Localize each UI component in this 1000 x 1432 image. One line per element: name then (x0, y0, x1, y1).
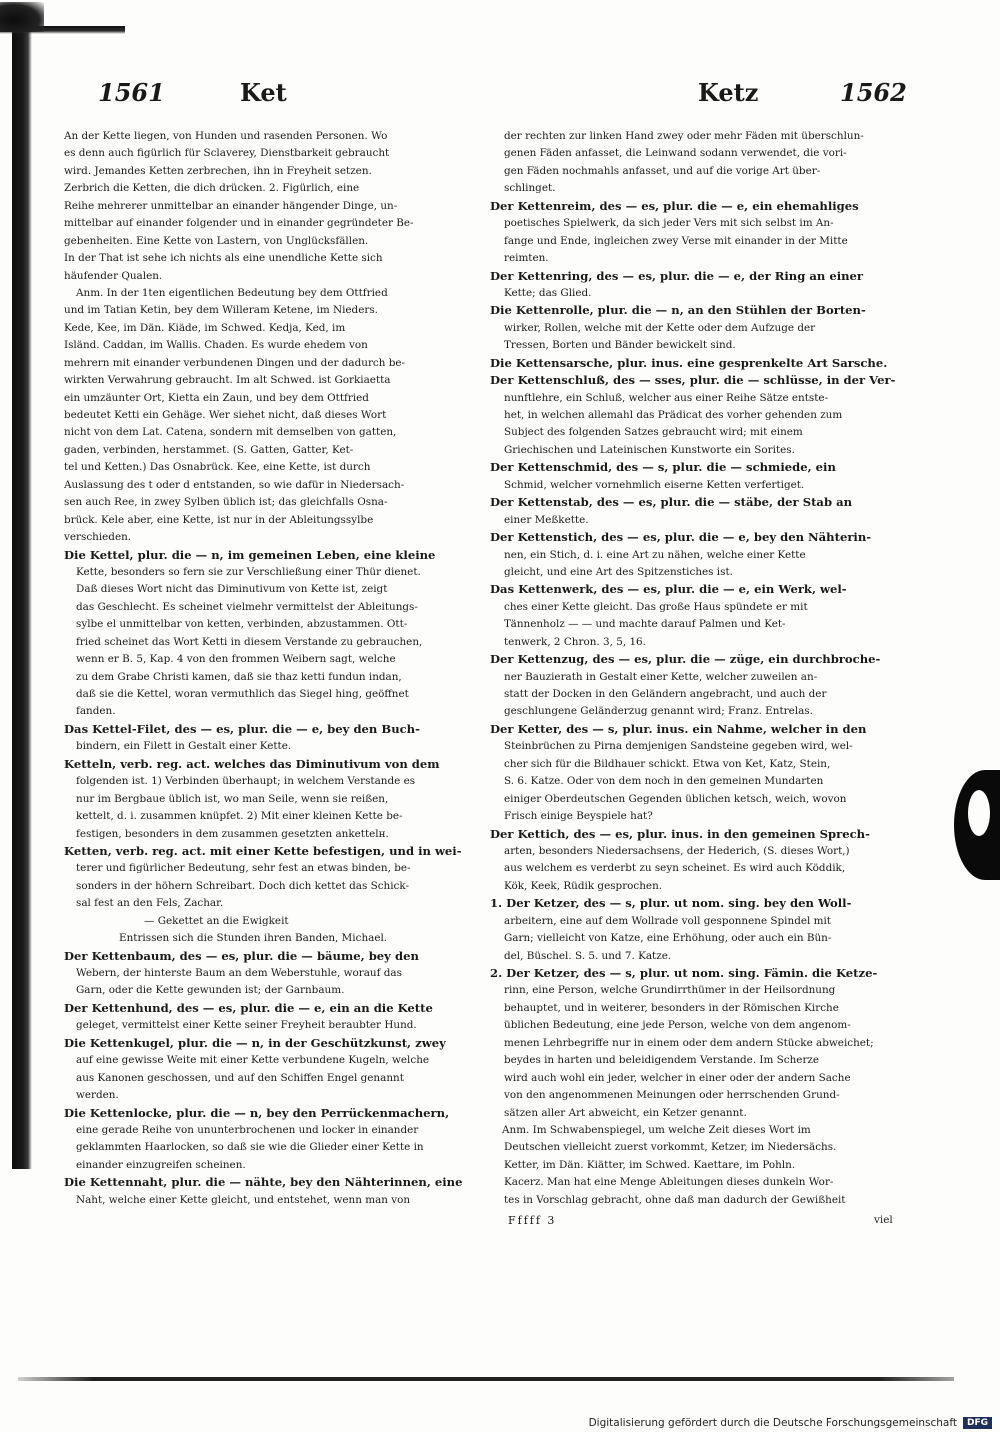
text-line: Tressen, Borten und Bänder bewickelt sind. (504, 339, 736, 352)
lemma: Der Kettenring, des — es, plur. die — e, der Ring an einer (490, 268, 864, 283)
text-line: fanden. (76, 705, 116, 718)
lemma: Der Kettenschmid, des — s, plur. die — schmiede, ein (490, 460, 836, 475)
text-line: von den angenommenen Meinungen oder herrschenden Grund- (504, 1089, 840, 1102)
text-line: tes in Vorschlag gebracht, ohne daß man dadurch der Gewißheit (504, 1193, 846, 1206)
signature-mark: Fffff 3 (508, 1214, 557, 1227)
running-head-right: Ketz (698, 78, 759, 107)
text-line: verschieden. (64, 531, 132, 544)
text-line: Ketter, im Dän. Kiätter, im Schwed. Kaettare, im Pohln. (504, 1158, 796, 1171)
text-line: sätzen aller Art abweicht, ein Ketzer genannt. (504, 1106, 747, 1119)
lemma: Der Kettenschluß, des — sses, plur. die — schlüsse, in der Ver- (490, 373, 896, 388)
text-line: arten, besonders Niedersachsens, der Hederich, (S. dieses Wort,) (504, 844, 850, 857)
entry-headline (490, 651, 922, 668)
footer-credit: Digitalisierung gefördert durch die Deutsche Forschungsgemeinschaft (588, 1417, 957, 1429)
entry-headline (64, 721, 482, 738)
text-line: geleget, vermittelst einer Kette seiner Freyheit beraubter Hund. (76, 1019, 417, 1032)
entry-headline (64, 1105, 482, 1122)
text-line: tel und Ketten.) Das Osnabrück. Kee, eine Kette, ist durch (64, 461, 371, 474)
text-line: Anm. Im Schwabenspiegel, um welche Zeit dieses Wort im (502, 1123, 811, 1136)
lemma: Der Kettenstab, des — es, plur. die — stäbe, der Stab an (490, 495, 853, 510)
text-line: wenn er B. 5, Kap. 4 von den frommen Weibern sagt, welche (76, 653, 396, 666)
text-line: nunftlehre, ein Schluß, welcher aus einer Reihe Sätze entste- (504, 391, 829, 404)
entry-headline (490, 826, 922, 843)
text-line: mehrern mit einander verbundenen Dingen und der dadurch be- (64, 356, 406, 369)
lemma: Die Kettensarsche, plur. inus. eine gesprenkelte Art Sarsche. (490, 355, 888, 370)
text-line: einer Meßkette. (504, 513, 589, 526)
text-line: aus Kanonen geschossen, und auf den Schiffen Engel genannt (76, 1071, 404, 1084)
text-line: wird. Jemandes Ketten zerbrechen, ihn in Freyheit setzen. (64, 164, 372, 177)
text-line: auf eine gewisse Weite mit einer Kette verbundene Kugeln, welche (76, 1054, 430, 1067)
text-line: ner Bauzierath in Gestalt einer Kette, welcher zuweilen an- (504, 670, 818, 683)
text-line: folgenden ist. 1) Verbinden überhaupt; in welchem Verstande es (76, 775, 416, 788)
text-line: Schmid, welcher vornehmlich eiserne Ketten verfertiget. (504, 478, 805, 491)
text-line: S. 6. Katze. Oder von dem noch in den gemeinen Mundarten (504, 775, 824, 788)
lemma: Die Kettenkugel, plur. die — n, in der Geschützkunst, zwey (64, 1035, 446, 1050)
text-line: nen, ein Stich, d. i. eine Art zu nähen, welche einer Kette (504, 548, 806, 561)
page-number-right: 1562 (840, 78, 907, 107)
text-line: wird auch wohl ein jeder, welcher in einer oder der andern Sache (504, 1071, 851, 1084)
text-line: festigen, besonders in dem zusammen gesetzten ankettelн. (76, 827, 389, 840)
entry-headline (490, 895, 922, 912)
lemma: Die Kettenrolle, plur. die — n, an den Stühlen der Borten- (490, 303, 866, 318)
text-line: Naht, welche einer Kette gleicht, und entstehet, wenn man von (76, 1193, 411, 1206)
text-line: fried scheinet das Wort Ketti in diesem Verstande zu gebrauchen, (76, 635, 423, 648)
text-line: fange und Ende, ingleichen zwey Verse mit einander in der Mitte (504, 234, 848, 247)
entry-headline (64, 1174, 482, 1191)
text-line: Griechischen und Lateinischen Kunstworte ein Sorites. (504, 443, 795, 456)
text-line: Garn, oder die Kette gewunden ist; der Garnbaum. (76, 984, 345, 997)
text-line: das Geschlecht. Es scheinet vielmehr vermittelst der Ableitungs- (76, 600, 418, 613)
text-line: Auslassung des t oder d entstanden, so wie dafür in Niedersach- (64, 478, 405, 491)
entry-headline (490, 302, 922, 319)
text-line: geklammten Haarlocken, so daß sie wie die Glieder einer Kette in (76, 1141, 424, 1154)
text-line: gen Fäden nochmahls anfasset, und auf die vorige Art über- (504, 164, 821, 177)
text-line: Kök, Keek, Rüdik gesprochen. (504, 879, 663, 892)
text-line: sonders in der höhern Schreibart. Doch dich kettet das Schick- (76, 879, 409, 892)
entry-headline (490, 355, 922, 372)
text-line: und im Tatian Ketin, bey dem Willeram Ketene, im Nieders. (64, 304, 378, 317)
entry-headline (64, 1000, 482, 1017)
text-line: aus welchem es verderbt zu seyn scheinet. Es wird auch Köddik, (504, 862, 846, 875)
running-head-left: Ket (240, 78, 287, 107)
text-line: wirker, Rollen, welche mit der Kette oder dem Aufzuge der (504, 321, 816, 334)
lemma: 1. Der Ketzer, des — s, plur. ut nom. sing. bey den Woll- (490, 896, 852, 911)
text-line: bindern, ein Filett in Gestalt einer Kette. (76, 740, 292, 753)
text-line: gaden, verbinden, herstammet. (S. Gatten, Gatter, Ket- (64, 443, 354, 456)
entry-headline (490, 965, 922, 982)
text-line: es denn auch figürlich für Sclaverey, Dienstbarkeit gebraucht (64, 147, 390, 160)
text-line: sylbe el unmittelbar von ketten, verbinden, abzustammen. Ott- (76, 618, 408, 631)
catchword: viel (874, 1214, 893, 1226)
text-line: schlinget. (504, 182, 556, 195)
text-line: gebenheiten. Eine Kette von Lastern, von Unglücksfällen. (64, 234, 369, 247)
text-line: daß sie die Kettel, woran vermuthlich das Siegel hing, geöffnet (76, 688, 409, 700)
lemma: 2. Der Ketzer, des — s, plur. ut nom. sing. Fämin. die Ketze- (490, 966, 878, 980)
text-line: der rechten zur linken Hand zwey oder mehr Fäden mit überschlun- (504, 130, 864, 142)
lemma: Der Kettenbaum, des — es, plur. die — bäume, bey den (64, 948, 419, 963)
text-line: Kede, Kee, im Dän. Kiäde, im Schwed. Kedja, Ked, im (64, 321, 346, 334)
lemma: Die Kettenlocke, plur. die — n, bey den Perrückenmachern, (64, 1105, 450, 1120)
text-line: zu dem Grabe Christi kamen, daß sie thaz ketti fundun indan, (76, 670, 402, 683)
text-line: einiger Oberdeutschen Gegenden üblichen ketsch, weich, wovon (504, 792, 847, 805)
text-line: genen Fäden anfasset, die Leinwand sodann verwendet, die vori- (504, 147, 847, 160)
text-line: statt der Docken in den Geländern angebracht, und auch der (504, 688, 827, 700)
text-line: Steinbrüchen zu Pirna demjenigen Sandsteine gegeben wird, wel- (504, 740, 853, 753)
text-line: tenwerk, 2 Chron. 3, 5, 16. (504, 635, 646, 648)
text-line: einander einzugreifen scheinen. (76, 1158, 246, 1171)
text-line: gleicht, und eine Art des Spitzenstiches ist. (504, 565, 733, 578)
lemma: Das Kettenwerk, des — es, plur. die — e, ein Werk, wel- (490, 582, 847, 597)
text-line: — Gekettet an die Ewigkeit (144, 914, 289, 927)
text-line: geschlungene Geländerzug genannt wird; Franz. Entrelas. (504, 705, 813, 718)
text-line: nicht von dem Lat. Catena, sondern mit demselben von gatten, (64, 426, 397, 439)
text-line: beydes in harten und beleidigendem Verstande. Im Scherze (504, 1054, 820, 1067)
entry-headline (64, 1035, 482, 1052)
text-line: Deutschen vielleicht zuerst vorkommt, Ketzer, im Niedersächs. (504, 1141, 837, 1154)
lemma: Der Kettenzug, des — es, plur. die — züge, ein durchbroche- (490, 652, 881, 667)
text-line: het, in welchen allemahl das Prädicat des vorher gehenden zum (504, 409, 843, 421)
text-line: In der That ist sehe ich nichts als eine unendliche Kette sich (64, 252, 383, 265)
binding-corner (0, 2, 44, 32)
text-line: brück. Kele aber, eine Kette, ist nur in der Ableitungssylbe (64, 513, 374, 526)
entry-headline (490, 581, 922, 598)
entry-headline (64, 756, 482, 773)
text-line: Frisch einige Beyspiele hat? (504, 810, 653, 823)
text-line: mittelbar auf einander folgender und in einander gegründeter Be- (64, 217, 414, 230)
text-line: behauptet, und in weiterer, besonders in der Römischen Kirche (504, 1001, 839, 1014)
text-line: Garn; vielleicht von Katze, eine Erhöhung, oder auch ein Bün- (504, 932, 832, 945)
text-line: menen Lehrbegriffe nur in einem oder dem andern Stücke abweichet; (504, 1036, 874, 1049)
lemma: Die Kettel, plur. die — n, im gemeinen Leben, eine kleine (64, 547, 436, 562)
text-line: sen auch Ree, in zwey Sylben üblich ist; das gleichfalls Osna- (64, 496, 388, 509)
page-number-left: 1561 (98, 78, 165, 107)
page-header (0, 78, 1000, 116)
text-line: ein umzäunter Ort, Kietta ein Zaun, und bey dem Ottfried (64, 391, 369, 404)
text-line: Daß dieses Wort nicht das Diminutivum von Kette ist, zeigt (76, 583, 388, 596)
page-edge-blot (954, 770, 1000, 880)
text-line: Isländ. Caddan, im Wallis. Chaden. Es wurde ehedem von (64, 339, 368, 352)
text-line: Subject des folgenden Satzes gebraucht wird; mit einem (504, 426, 803, 439)
entry-headline (490, 372, 922, 389)
text-line: Anm. In der 1ten eigentlichen Bedeutung bey dem Ottfried (76, 286, 388, 299)
text-line: nur im Bergbaue üblich ist, wo man Seile, wenn sie reißen, (76, 792, 389, 805)
text-line: sal fest an den Fels, Zachar. (76, 897, 224, 910)
entry-headline (490, 268, 922, 285)
lemma: Die Kettennaht, plur. die — nähte, bey den Nähterinnen, eine (64, 1175, 463, 1190)
text-line: häufender Qualen. (64, 269, 163, 282)
text-line: Kette; das Glied. (504, 286, 592, 299)
text-line: bedeutet Ketti ein Gehäge. Wer siehet nicht, daß dieses Wort (64, 409, 387, 421)
text-line: Entrissen sich die Stunden ihren Banden, Michael. (119, 932, 388, 945)
text-column-right (490, 128, 922, 1209)
text-line: Zerbrich die Ketten, die dich drücken. 2. Figürlich, eine (64, 182, 360, 195)
text-line: üblichen Bedeutung, eine jede Person, welche von dem angenom- (504, 1019, 851, 1032)
lemma: Das Kettel-Filet, des — es, plur. die — e, bey den Buch- (64, 721, 420, 736)
entry-headline (64, 547, 482, 564)
lemma: Ketteln, verb. reg. act. welches das Diminutivum von dem (64, 756, 440, 771)
dfg-logo: DFG (963, 1417, 992, 1429)
digitization-footer (589, 1417, 992, 1429)
lemma: Der Kettenhund, des — es, plur. die — e, ein an die Kette (64, 1000, 433, 1015)
entry-headline (490, 494, 922, 511)
lemma: Der Ketter, des — s, plur. inus. ein Nahme, welcher in den (490, 721, 867, 736)
text-line: cher sich für die Bildhauer schickt. Etwa von Ket, Katz, Stein, (504, 757, 831, 770)
text-line: An der Kette liegen, von Hunden und rasenden Personen. Wo (64, 130, 388, 142)
text-line: Webern, der hinterste Baum an dem Weberstuhle, worauf das (76, 967, 402, 979)
text-column-left (64, 128, 482, 1209)
text-line: kettelt, d. i. zusammen knüpfet. 2) Mit einer kleinen Kette be- (76, 810, 403, 823)
text-line: eine gerade Reihe von ununterbrochenen und locker in einander (76, 1123, 419, 1136)
entry-headline (64, 843, 482, 860)
text-line: terer und figürlicher Bedeutung, sehr fest an etwas binden, be- (76, 862, 411, 875)
lemma: Der Kettenreim, des — es, plur. die — e, ein ehemahliges (490, 198, 859, 213)
page-bottom-rule (18, 1377, 954, 1381)
entry-headline (490, 529, 922, 546)
binding-shadow-left (12, 24, 32, 1169)
text-line: arbeitern, eine auf dem Wollrade voll gesponnene Spindel mit (504, 914, 831, 927)
text-line: Tännenholz — — und machte darauf Palmen und Ket- (504, 618, 786, 631)
text-line: wirkten Verwahrung gebraucht. Im alt Schwed. ist Gorkiaetta (64, 374, 391, 387)
lemma: Ketten, verb. reg. act. mit einer Kette befestigen, und in wei- (64, 843, 462, 858)
entry-headline (490, 198, 922, 215)
entry-headline (490, 721, 922, 738)
lemma: Der Kettenstich, des — es, plur. die — e, bey den Nähterin- (490, 530, 872, 545)
lemma: Der Kettich, des — es, plur. inus. in den gemeinen Sprech- (490, 826, 870, 841)
entry-headline (490, 459, 922, 476)
text-line: poetisches Spielwerk, da sich jeder Vers mit sich selbst im An- (504, 217, 834, 230)
text-line: rinn, eine Person, welche Grundirrthümer in der Heilsordnung (504, 984, 836, 997)
text-line: del, Büschel. S. 5. und 7. Katze. (504, 949, 672, 962)
text-line: Kette, besonders so fern sie zur Verschließung einer Thür dienet. (76, 565, 421, 578)
text-line: werden. (76, 1089, 119, 1102)
entry-headline (64, 948, 482, 965)
text-line: reimten. (504, 252, 549, 265)
text-line: ches einer Kette gleicht. Das große Haus spündete er mit (504, 600, 808, 613)
text-line: Kacerz. Man hat eine Menge Ableitungen dieses dunkeln Wor- (504, 1176, 834, 1189)
text-line: Reihe mehrerer unmittelbar an einander hängender Dinge, un- (64, 199, 398, 212)
